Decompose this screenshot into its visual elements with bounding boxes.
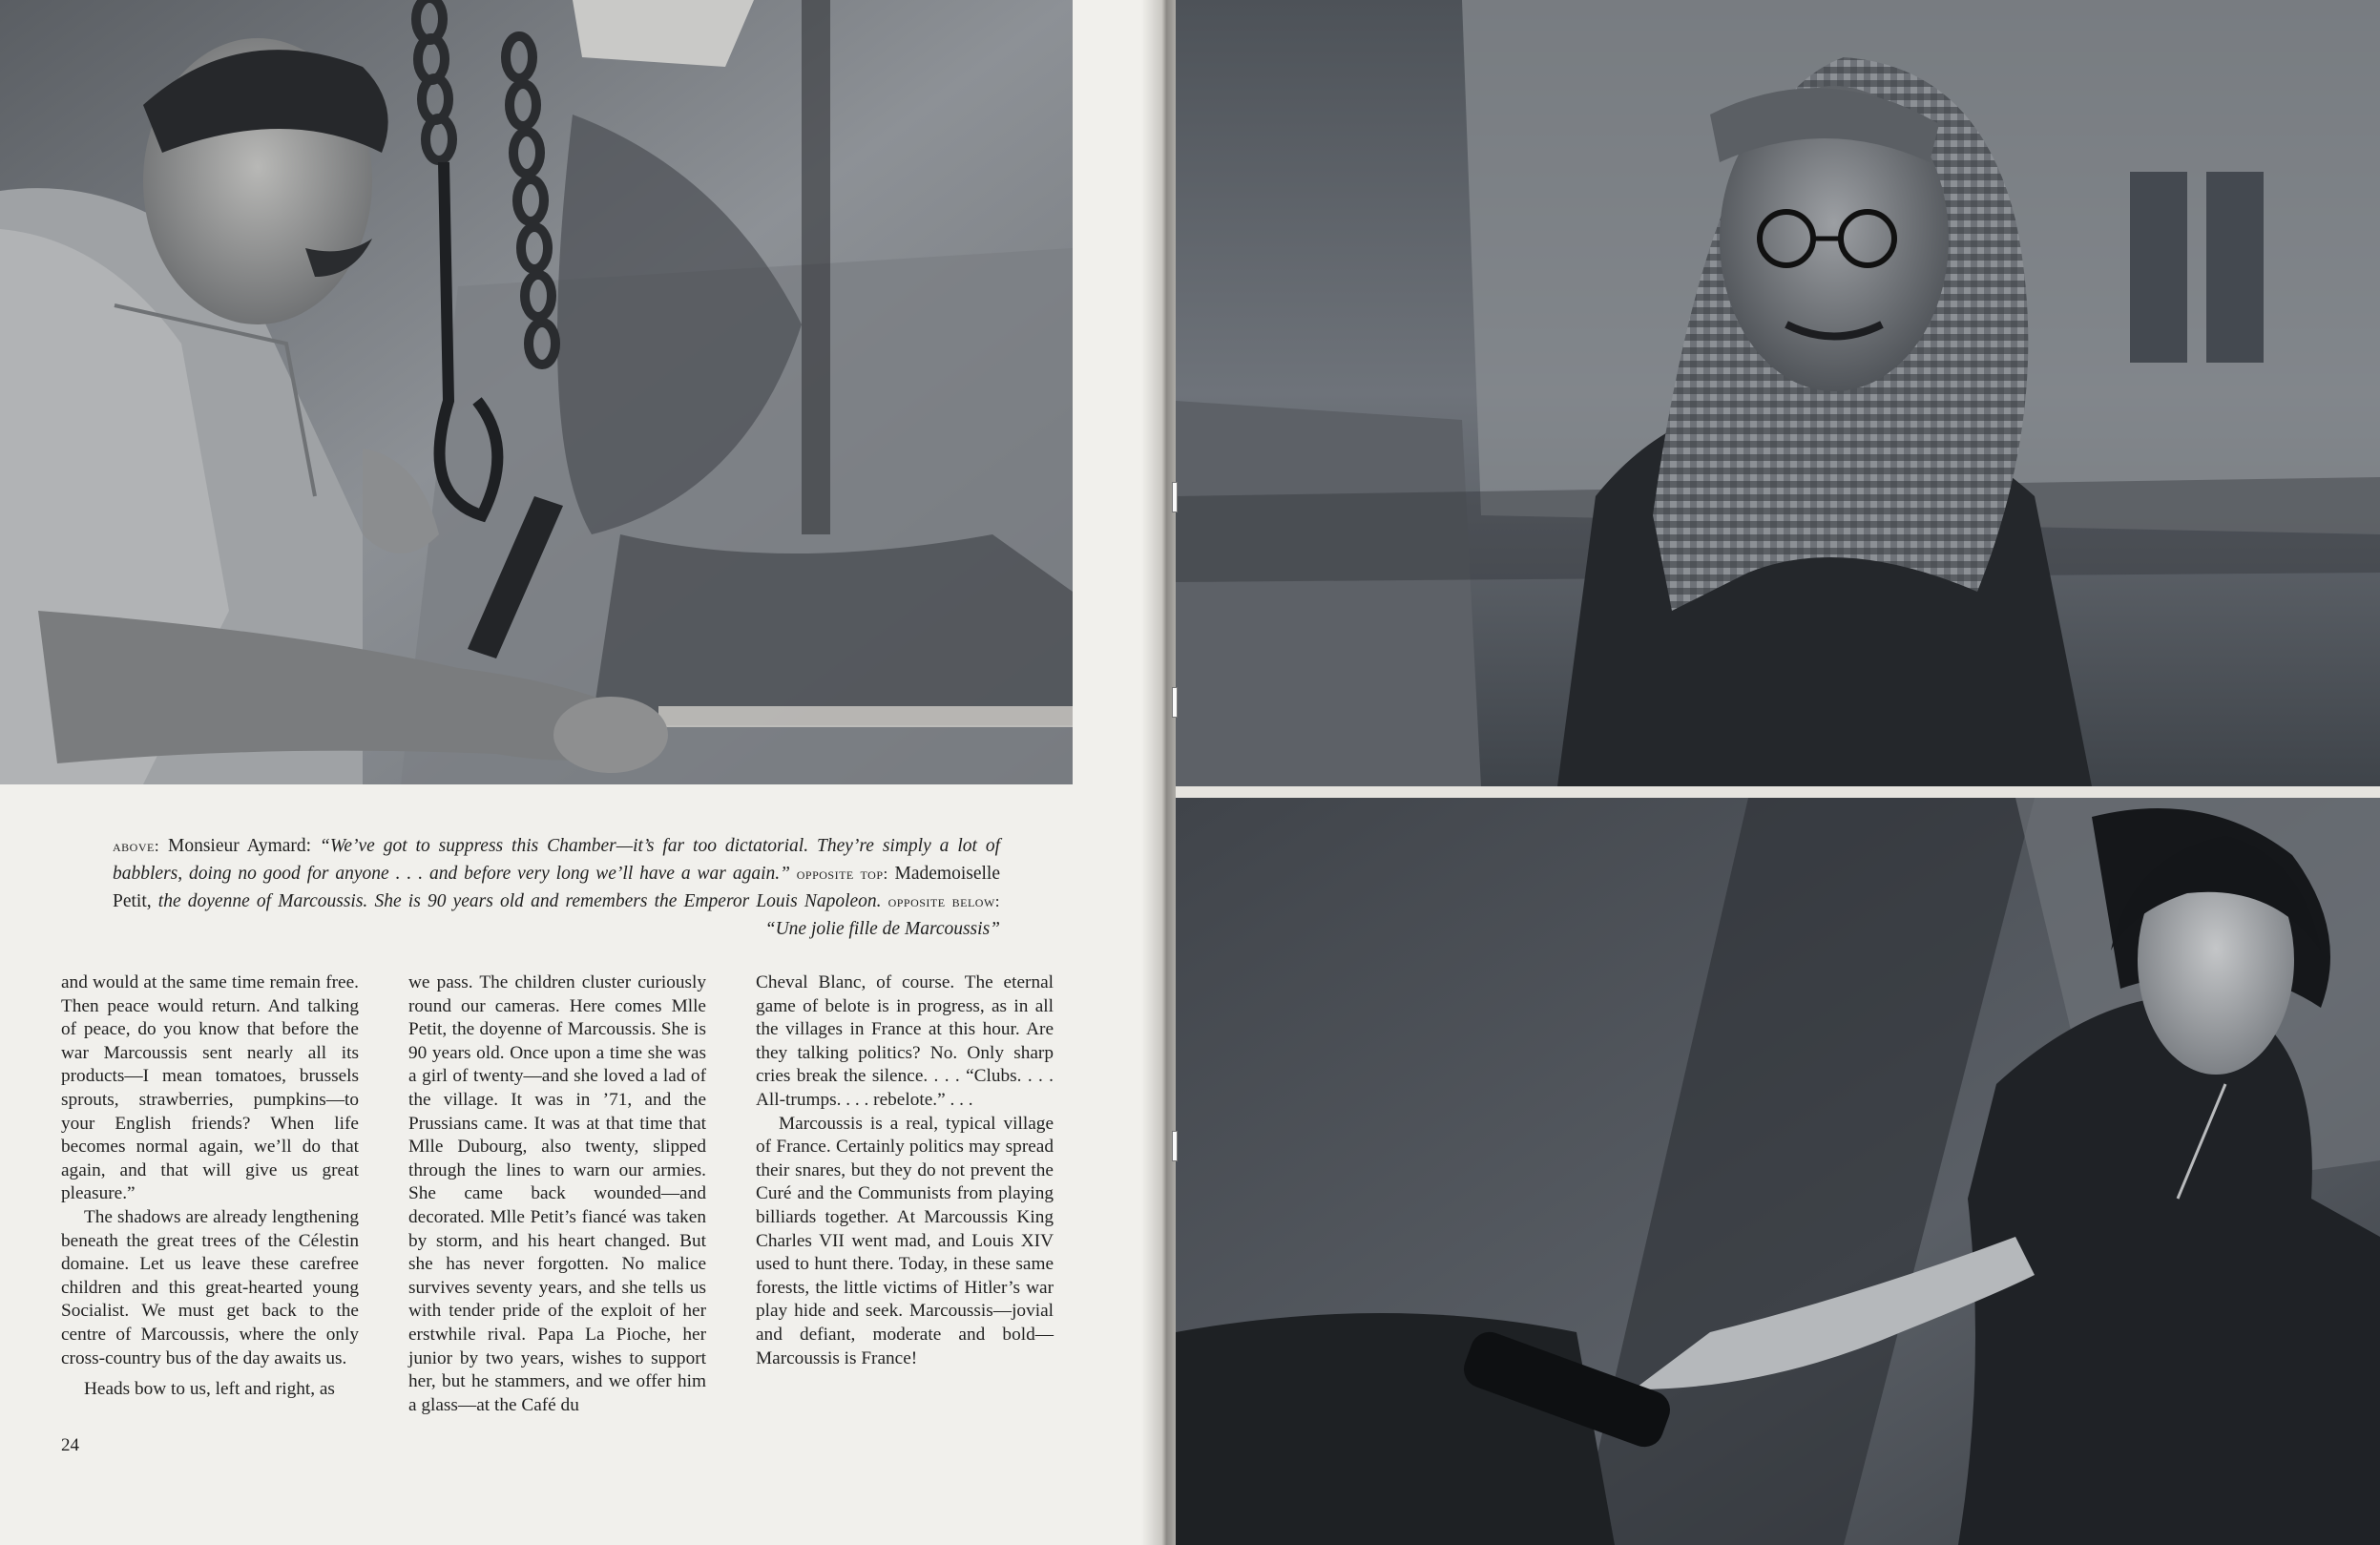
photograph-old-woman-headscarf xyxy=(1176,0,2380,786)
left-page xyxy=(0,0,1159,1545)
photo-man-image xyxy=(0,0,1073,784)
photo-caption xyxy=(113,832,1000,943)
paragraph: Marcoussis is a real, typical village of France. Certainly politics may spread their snares, but they do not prevent the Curé and the Communists from playing billiards together. At Marcoussis King Charles VII went mad, and Louis XIV used to hunt there. Today, in these same forests, the little victims of Hitler’s war play hide and seek. Marcoussis—jovial and defiant, moderate and bold—Marcoussis is France! xyxy=(756,1113,1054,1368)
binding-stitch xyxy=(1172,687,1178,718)
caption-top-label: opposite top: xyxy=(789,865,895,883)
binding-stitch xyxy=(1172,482,1178,512)
text-column-3 xyxy=(756,971,1054,1370)
paragraph: Cheval Blanc, of course. The eternal game of belote is in progress, as in all the villages in France at this hour. Are they talking politics? No. Only sharp cries break the silence. . . . “Clubs. . . . All-trumps. . . . rebelote.” . . . xyxy=(756,972,1054,1110)
photo-young-woman-image xyxy=(1176,798,2380,1545)
photograph-young-woman-pouring xyxy=(1176,798,2380,1545)
paragraph: we pass. The children cluster curiously round our cameras. Here comes Mlle Petit, the doyenne of Marcoussis. She is 90 years old. Once upon a time she was a girl of twenty—and she loved a lad of the village. It was in ’71, and the Prussians came. It was at that time that Mlle Dubourg, also twenty, slipped through the lines to warn our armies. She came back wounded—and decorated. Mlle Petit’s fiancé was taken by storm, and his heart changed. But she has never forgotten. No malice survives seventy years, and she tells us with tender pride of the exploit of her erstwhile rival. Papa La Pioche, her junior by two years, wishes to support her, but he stammers, and we offer him a glass—at the Café du xyxy=(408,972,706,1415)
caption-above-name: Monsieur Aymard: xyxy=(167,836,321,856)
right-page xyxy=(1176,0,2380,1545)
text-column-2 xyxy=(408,971,706,1417)
photograph-man-with-hook xyxy=(0,0,1073,784)
text-column-1 xyxy=(61,971,359,1402)
caption-below-label: opposite below: xyxy=(881,892,1001,910)
caption-above-label: above: xyxy=(113,837,160,855)
caption-below-quote: “Une jolie fille de Marcoussis” xyxy=(764,919,1000,939)
caption-top-text: the doyenne of Marcoussis. She is 90 years old and remembers the Emperor Louis Napoleon. xyxy=(157,891,882,911)
paragraph: and would at the same time remain free. Then peace would return. And talking of peace, do you know that before the war Marcoussis sent nearly all its products—I mean tomatoes, brussels sprouts, strawberries, pumpkins—to your English friends? When life becomes normal again, we’ll do that again, and that will give us great pleasure.” xyxy=(61,972,359,1204)
paragraph: Heads bow to us, left and right, as xyxy=(84,1379,335,1400)
photo-old-woman-image xyxy=(1176,0,2380,786)
binding-stitch xyxy=(1172,1131,1178,1161)
page-number: 24 xyxy=(61,1435,79,1455)
paragraph: The shadows are already lengthening beneath the great trees of the Célestin domaine. Let us leave these carefree children and this great-hearted young Socialist. We must get back to the centre of Marcoussis, where the only cross-country bus of the day awaits us. xyxy=(61,1206,359,1368)
caption-top-name: Mademoiselle Petit, xyxy=(113,864,1000,911)
caption-above-quote: “We’ve got to suppress this Chamber—it’s far too dictatorial. They’re simply a lot of babblers, doing no good for anyone . . . and before very long we’ll have a war again.” xyxy=(113,836,1001,884)
